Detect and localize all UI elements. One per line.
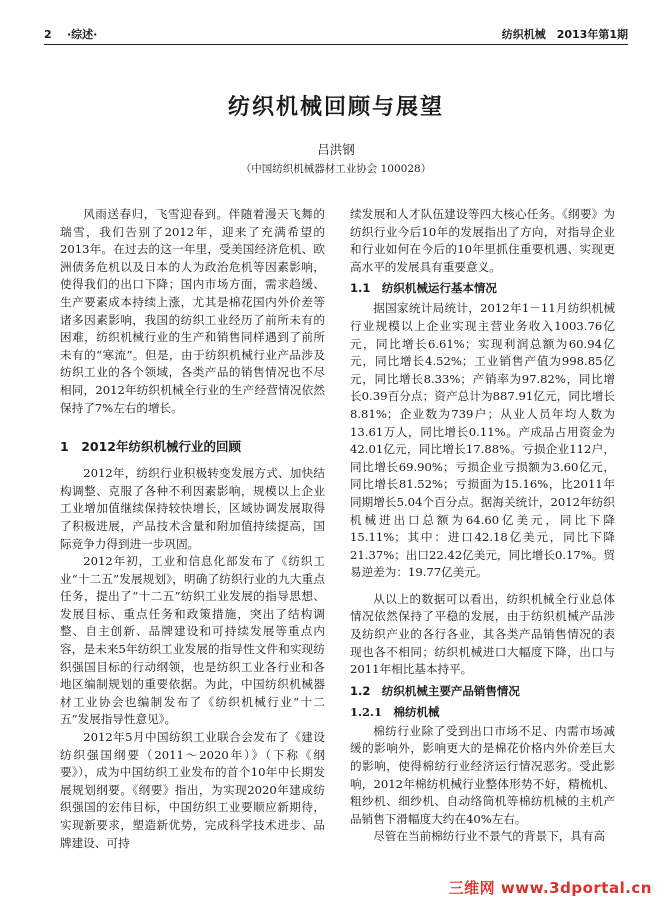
paragraph: 从以上的数据可以看出，纺织机械全行业总体情况依然保持了平稳的发展，由于纺织机械产品涉及纺织产业的各行各业，其各类产品销售情况的表现也各不相同；纺织机械进口大幅度下降，出口与2011年相比基本持平。: [350, 591, 615, 677]
paragraph-continued: 续发展和人才队伍建设等四大核心任务。《纲要》为纺织行业今后10年的发展指出了方向，对指导企业和行业如何在今后的10年里抓住重要机遇、实现更高水平的发展具有重要意义。: [350, 207, 615, 274]
subsection-1-1-heading: 1.1 纺织机械运行基本情况: [350, 281, 497, 296]
page-number: 2: [44, 28, 52, 41]
journal-info: 纺织机械 2013年第1期: [501, 28, 628, 41]
section-label: ·综述·: [66, 28, 98, 41]
paragraph: 据国家统计局统计，2012年1－11月纺织机械行业规模以上企业实现主营业务收入1003.76亿元，同比增长6.61%；实现利润总额为60.94亿元，同比增长4.52%；工业销售产值为998.85亿元，同比增长8.33%；产销率为97.82%，同比增长0.39百分点；资产总计为887.91亿元，同比增长8.81%；企业数为739户；从业人员年均人数为13.61万人，同比增长0.11%。产成品占用资金为42.01亿元，同比增长17.88%。亏损企业112户，同比增长69.90%；亏损企业亏损额为3.60亿元，同比增长81.52%；亏损面为15.16%，比2011年同期增长5.04个百分点。据海关统计，2012年纺织机械进出口总额为64.60亿美元，同比下降15.11%；其中：进口42.18亿美元，同比下降21.37%；出口22.42亿美元，同比增长0.17%。贸易逆差为：19.77亿美元。: [350, 301, 615, 580]
paragraph: 尽管在当前棉纺行业不景气的背景下，具有高: [373, 829, 606, 844]
paragraph: 2012年5月中国纺织工业联合会发布了《建设纺织强国纲要（2011～2020年）》（下称《纲要》），成为中国纺织工业发布的首个10年中长期发展规划纲要。《纲要》指出，为实现2020年建成纺织强国的宏伟目标，中国纺织工业要顺应新期待，实现新要求，塑造新优势，完成科学技术进步、品牌建设、可持: [60, 730, 325, 850]
running-head: [44, 26, 628, 42]
intro-paragraph: 风雨送春归，飞雪迎春到。伴随着漫天飞舞的瑞雪，我们告别了2012年，迎来了充满希望的2013年。在过去的这一年里，受美国经济危机、欧洲债务危机以及日本的人为政治危机等因素影响，使得我们的出口下降；国内市场方面，需求趋缓、生产要素成本持续上涨，尤其是棉花国内外价差等诸多因素影响，我国的纺织工业经历了前所未有的困难，纺织机械行业的生产和销售同样遇到了前所未有的“寒流”。但是，由于纺织机械行业产品涉及纺织工业的各个领域，各类产品的销售情况也不尽相同，2012年纺织机械全行业的生产经营情况依然保持了7%左右的增长。: [60, 207, 325, 415]
paragraph: 2012年初，工业和信息化部发布了《纺织工业“十二五”发展规划》，明确了纺织行业的九大重点任务，提出了“十二五”纺织工业发展的指导思想、发展目标、重点任务和政策措施，突出了结构调整、自主创新、品牌建设和可持续发展等重点内容，是未来5年纺织工业发展的指导性文件和实现纺织强国目标的行动纲领，也是纺织工业各行业和各地区编制规划的重要依据。为此，中国纺织机械器材工业协会也编制发布了《纺织机械行业“十二五”发展指导性意见》。: [60, 554, 325, 727]
subsection-1-2-heading: 1.2 纺织机械主要产品销售情况: [350, 683, 520, 698]
section-1-heading: 1 2012年纺织机械行业的回顾: [60, 439, 241, 455]
right-column: [350, 206, 615, 846]
paragraph: 2012年，纺织行业积极转变发展方式、加快结构调整、克服了各种不利因素影响，规模以上企业工业增加值继续保持较快增长，区域协调发展取得了积极进展，产品技术含量和附加值持续提高，国际竞争力得到进一步巩固。: [60, 466, 325, 551]
watermark: 三维网 www.3dportal.cn: [448, 879, 652, 897]
page-number-section: [44, 26, 97, 42]
subsection-1-2-1-heading: 1.2.1 棉纺机械: [350, 704, 440, 719]
article-affiliation: （中国纺织机械器材工业协会 100028）: [240, 163, 432, 175]
article-title: 纺织机械回顾与展望: [227, 95, 444, 120]
header-rule: [44, 44, 628, 45]
article-author: 吕洪钢: [317, 142, 355, 157]
left-column: [60, 206, 325, 852]
paragraph: 棉纺行业除了受到出口市场不足、内需市场减缓的影响外，影响更大的是棉花价格内外价差巨大的影响，使得棉纺行业经济运行情况恶劣。受此影响，2012年棉纺机械行业整体形势不好，精梳机、粗纱机、细纱机、自动络筒机等棉纺机械的主机产品销售下滑幅度大约在40%左右。: [350, 723, 615, 826]
